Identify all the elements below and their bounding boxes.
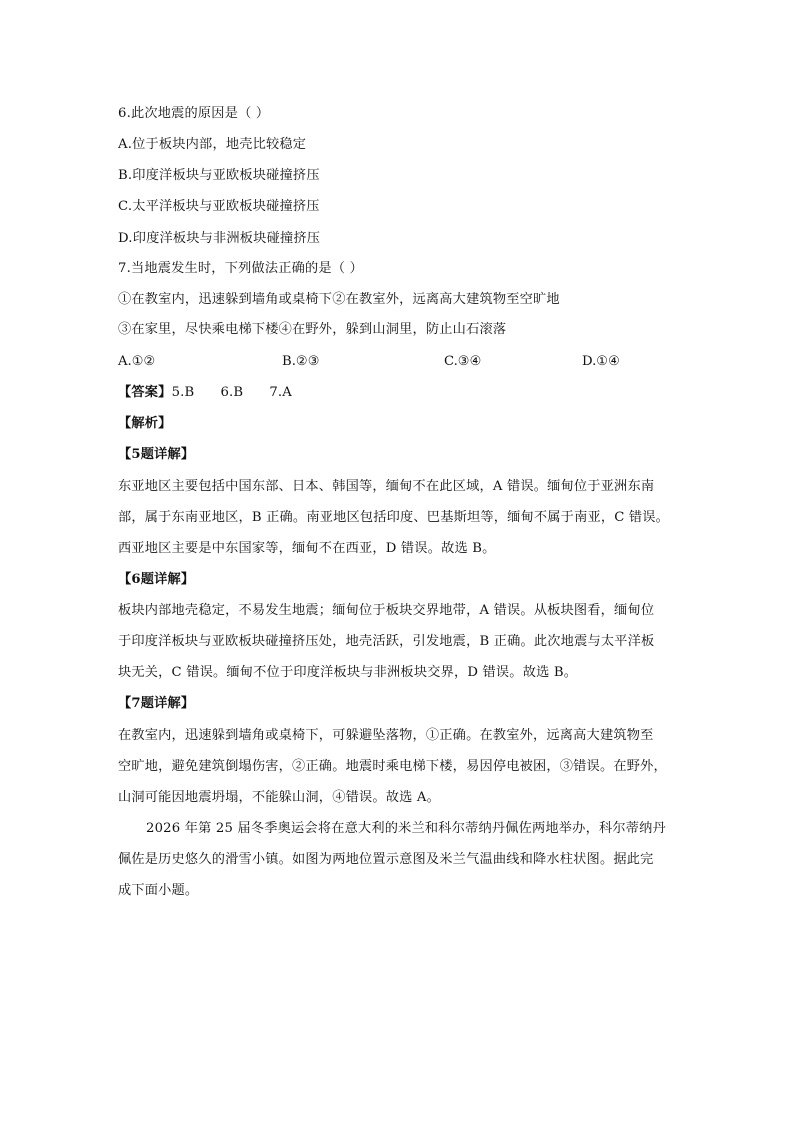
q7-stem: 7.当地震发生时，下列做法正确的是（ ） xyxy=(118,261,363,276)
passage-line: 2026 年第 25 届冬季奥运会将在意大利的米兰和科尔蒂纳丹佩佐两地举办，科尔蒂纳丹 xyxy=(146,821,666,836)
passage-line: 佩佐是历史悠久的滑雪小镇。如图为两地位置示意图及米兰气温曲线和降水柱状图。据此完 xyxy=(118,852,654,867)
q7-option-b: B.②③ xyxy=(282,354,320,369)
q7-statement-line: ③在家里，尽快乘电梯下楼④在野外，躲到山洞里，防止山石滚落 xyxy=(118,322,507,337)
detail7-line: 在教室内，迅速躲到墙角或桌椅下，可躲避坠落物，①正确。在教室外，远离高大建筑物至 xyxy=(118,728,654,743)
detail7-line: 山洞可能因地震坍塌，不能躲山洞，④错误。故选 A。 xyxy=(118,790,441,805)
detail6-title: 【6题详解】 xyxy=(118,572,195,587)
detail5-title: 【5题详解】 xyxy=(118,447,195,462)
q7-option-c: C.③④ xyxy=(444,354,482,369)
q7-option-d: D.①④ xyxy=(582,354,620,369)
detail6-line: 块无关，C 错误。缅甸不位于印度洋板块与非洲板块交界，D 错误。故选 B。 xyxy=(118,665,578,680)
answer-label: 【答案】 xyxy=(118,385,172,400)
detail7-line: 空旷地，避免建筑倒塌伤害，②正确。地震时乘电梯下楼，易因停电被困，③错误。在野外， xyxy=(118,759,667,774)
q6-stem: 6.此次地震的原因是（ ） xyxy=(118,106,270,121)
q6-option-d: D.印度洋板块与非洲板块碰撞挤压 xyxy=(118,231,321,246)
analysis-label: 【解析】 xyxy=(118,416,172,431)
answer-line xyxy=(118,383,292,403)
detail5-line: 东亚地区主要包括中国东部、日本、韩国等，缅甸不在此区域，A 错误。缅甸位于亚洲东南 xyxy=(118,479,655,494)
q6-option-b: B.印度洋板块与亚欧板块碰撞挤压 xyxy=(118,168,320,183)
q6-option-a: A.位于板块内部，地壳比较稳定 xyxy=(118,137,307,152)
answer-item: 6.B xyxy=(220,385,244,400)
answer-item: 5.B xyxy=(171,385,195,400)
detail6-line: 于印度洋板块与亚欧板块碰撞挤压处，地壳活跃，引发地震，B 正确。此次地震与太平洋板 xyxy=(118,634,655,649)
q7-option-a: A.①② xyxy=(118,354,156,369)
q7-statement-line: ①在教室内，迅速躲到墙角或桌椅下②在教室外，远离高大建筑物至空旷地 xyxy=(118,292,560,307)
answer-item: 7.A xyxy=(269,385,293,400)
detail7-title: 【7题详解】 xyxy=(118,696,195,711)
detail5-line: 部，属于东南亚地区，B 正确。南亚地区包括印度、巴基斯坦等，缅甸不属于南亚，C 错误。 xyxy=(118,510,670,525)
q6-option-c: C.太平洋板块与亚欧板块碰撞挤压 xyxy=(118,199,320,214)
passage-line: 成下面小题。 xyxy=(118,883,199,898)
detail5-line: 西亚地区主要是中东国家等，缅甸不在西亚，D 错误。故选 B。 xyxy=(118,541,496,556)
detail6-line: 板块内部地壳稳定，不易发生地震；缅甸位于板块交界地带，A 错误。从板块图看，缅甸位 xyxy=(118,603,655,618)
